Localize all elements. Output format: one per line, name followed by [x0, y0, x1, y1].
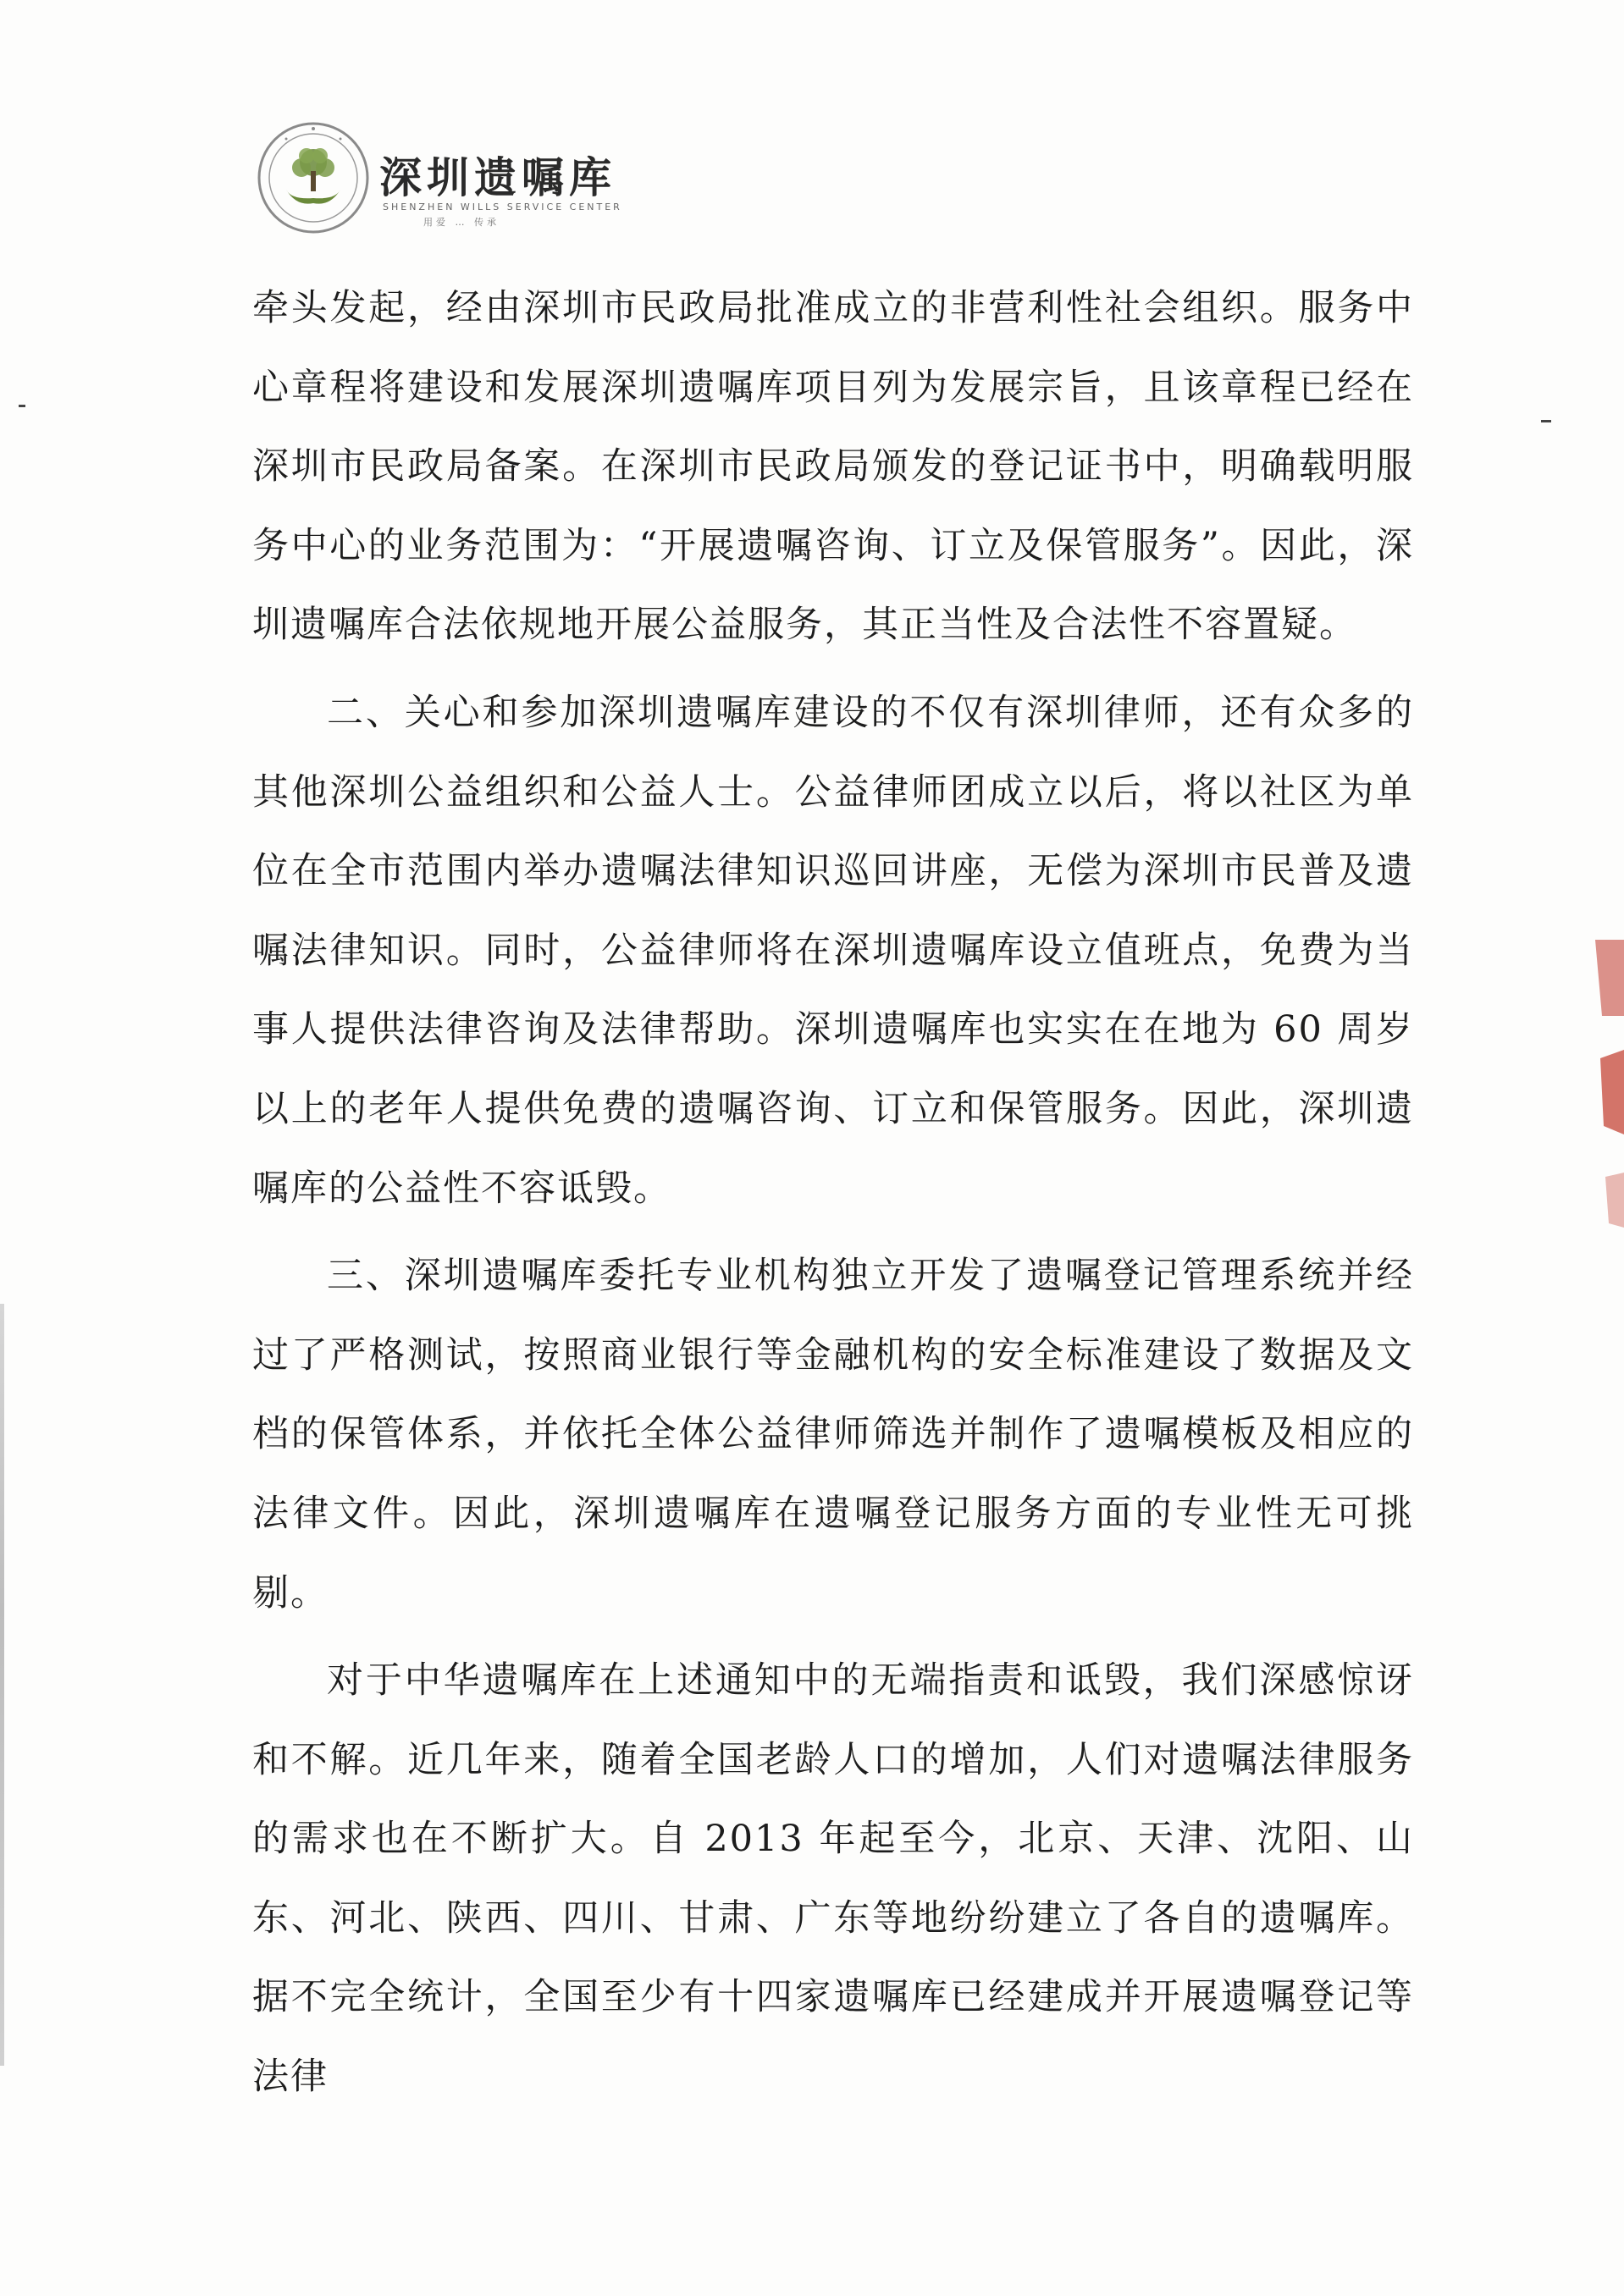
paragraph-1: 牵头发起，经由深圳市民政局批准成立的非营利性社会组织。服务中心章程将建设和发展深圳遗嘱库项目列为发展宗旨，且该章程已经在深圳市民政局备案。在深圳市民政局颁发的登记证书中，明确载明服务中心的业务范围为：“开展遗嘱咨询、订立及保管服务”。因此，深圳遗嘱库合法依规地开展公益服务，其正当性及合法性不容置疑。	[252, 287, 1414, 647]
logo-subtitle-en: SHENZHEN WILLS SERVICE CENTER	[383, 201, 622, 212]
organization-logo	[254, 119, 635, 246]
paragraph-4: 对于中华遗嘱库在上述通知中的无端指责和诋毁，我们深感惊讶和不解。近几年来，随着全国老龄人口的增加，人们对遗嘱法律服务的需求也在不断扩大。自 2013 年起至今，北京、天津、沈阳、山东、河北、陕西、四川、甘肃、广东等地纷纷建立了各自的遗嘱库。据不完全统计，全国至少有十四家遗嘱库已经建成并开展遗嘱登记等法律	[252, 1659, 1414, 2099]
scan-mark	[1541, 420, 1551, 422]
tree-hands-emblem-icon	[254, 119, 373, 237]
letter-body	[252, 269, 1414, 2117]
logo-title: 深圳遗嘱库	[379, 153, 616, 202]
scan-edge-shadow	[0, 1304, 4, 2066]
scan-mark	[19, 405, 25, 407]
logo-slogan: 用爱 … 传承	[423, 217, 500, 228]
red-seal-fragment	[1583, 931, 1624, 1236]
paragraph-2: 二、关心和参加深圳遗嘱库建设的不仅有深圳律师，还有众多的其他深圳公益组织和公益人士。公益律师团成立以后，将以社区为单位在全市范围内举办遗嘱法律知识巡回讲座，无偿为深圳市民普及遗嘱法律知识。同时，公益律师将在深圳遗嘱库设立值班点，免费为当事人提供法律咨询及法律帮助。深圳遗嘱库也实实在在地为 60 周岁以上的老年人提供免费的遗嘱咨询、订立和保管服务。因此，深圳遗嘱库的公益性不容诋毁。	[252, 691, 1414, 1210]
paragraph-3: 三、深圳遗嘱库委托专业机构独立开发了遗嘱登记管理系统并经过了严格测试，按照商业银行等金融机构的安全标准建设了数据及文档的保管体系，并依托全体公益律师筛选并制作了遗嘱模板及相应的法律文件。因此，深圳遗嘱库在遗嘱登记服务方面的专业性无可挑剔。	[252, 1255, 1414, 1614]
